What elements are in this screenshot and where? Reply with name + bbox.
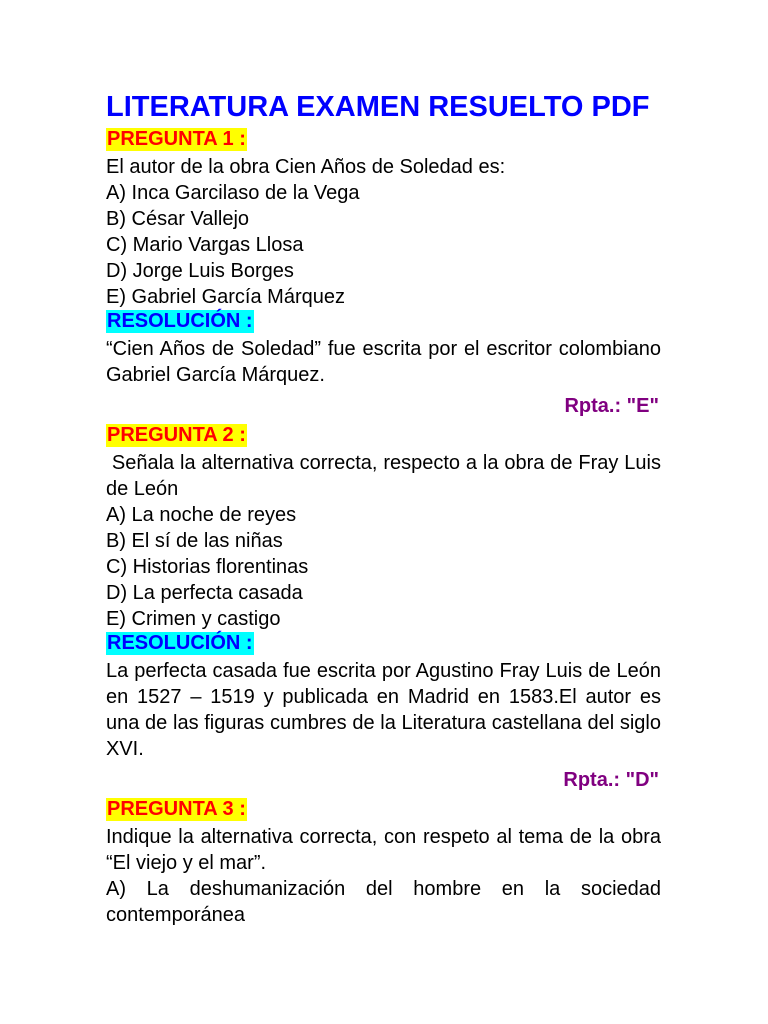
- question-2-resolution-label: RESOLUCIÓN :: [107, 632, 253, 654]
- question-1: [106, 128, 661, 424]
- question-2-option-e: E) Crimen y castigo: [106, 608, 281, 630]
- document-title: LITERATURA EXAMEN RESUELTO PDF: [106, 91, 650, 123]
- question-2-label: PREGUNTA 2 :: [107, 424, 246, 446]
- question-2: [106, 424, 667, 798]
- question-1-resolution-label: RESOLUCIÓN :: [107, 310, 253, 332]
- question-2-option-b: B) El sí de las niñas: [106, 530, 283, 552]
- question-2-resolution-text: La perfecta casada fue escrita por Agustino Fray Luis de León en 1527 – 1519 y publicada en Madrid en 1583.El autor es una de las figuras cumbres de la Literatura castellana del siglo XVI.: [106, 660, 661, 760]
- question-2-prompt: Señala la alternativa correcta, respecto a la obra de Fray Luis de León: [106, 452, 667, 500]
- question-1-option-d: D) Jorge Luis Borges: [106, 260, 294, 282]
- question-3-option-a: A) La deshumanización del hombre en la sociedad contemporánea: [106, 878, 661, 926]
- question-3-prompt: Indique la alternativa correcta, con respeto al tema de la obra “El viejo y el mar”.: [106, 826, 661, 874]
- question-3-label: PREGUNTA 3 :: [107, 798, 246, 820]
- question-1-option-c: C) Mario Vargas Llosa: [106, 234, 304, 256]
- exam-document: [106, 88, 667, 928]
- question-3: [106, 798, 661, 928]
- question-2-option-a: A) La noche de reyes: [106, 504, 297, 526]
- question-1-option-e: E) Gabriel García Márquez: [106, 286, 345, 308]
- question-1-answer: Rpta.: "E": [564, 395, 659, 417]
- question-2-answer: Rpta.: "D": [563, 769, 659, 791]
- question-1-resolution-text: “Cien Años de Soledad” fue escrita por el escritor colombiano Gabriel García Márquez.: [106, 338, 661, 386]
- question-2-option-d: D) La perfecta casada: [106, 582, 303, 604]
- question-1-label: PREGUNTA 1 :: [107, 128, 246, 150]
- question-1-option-a: A) Inca Garcilaso de la Vega: [106, 182, 360, 204]
- question-2-option-c: C) Historias florentinas: [106, 556, 309, 578]
- question-1-option-b: B) César Vallejo: [106, 208, 250, 230]
- question-1-prompt: El autor de la obra Cien Años de Soledad es:: [106, 156, 506, 178]
